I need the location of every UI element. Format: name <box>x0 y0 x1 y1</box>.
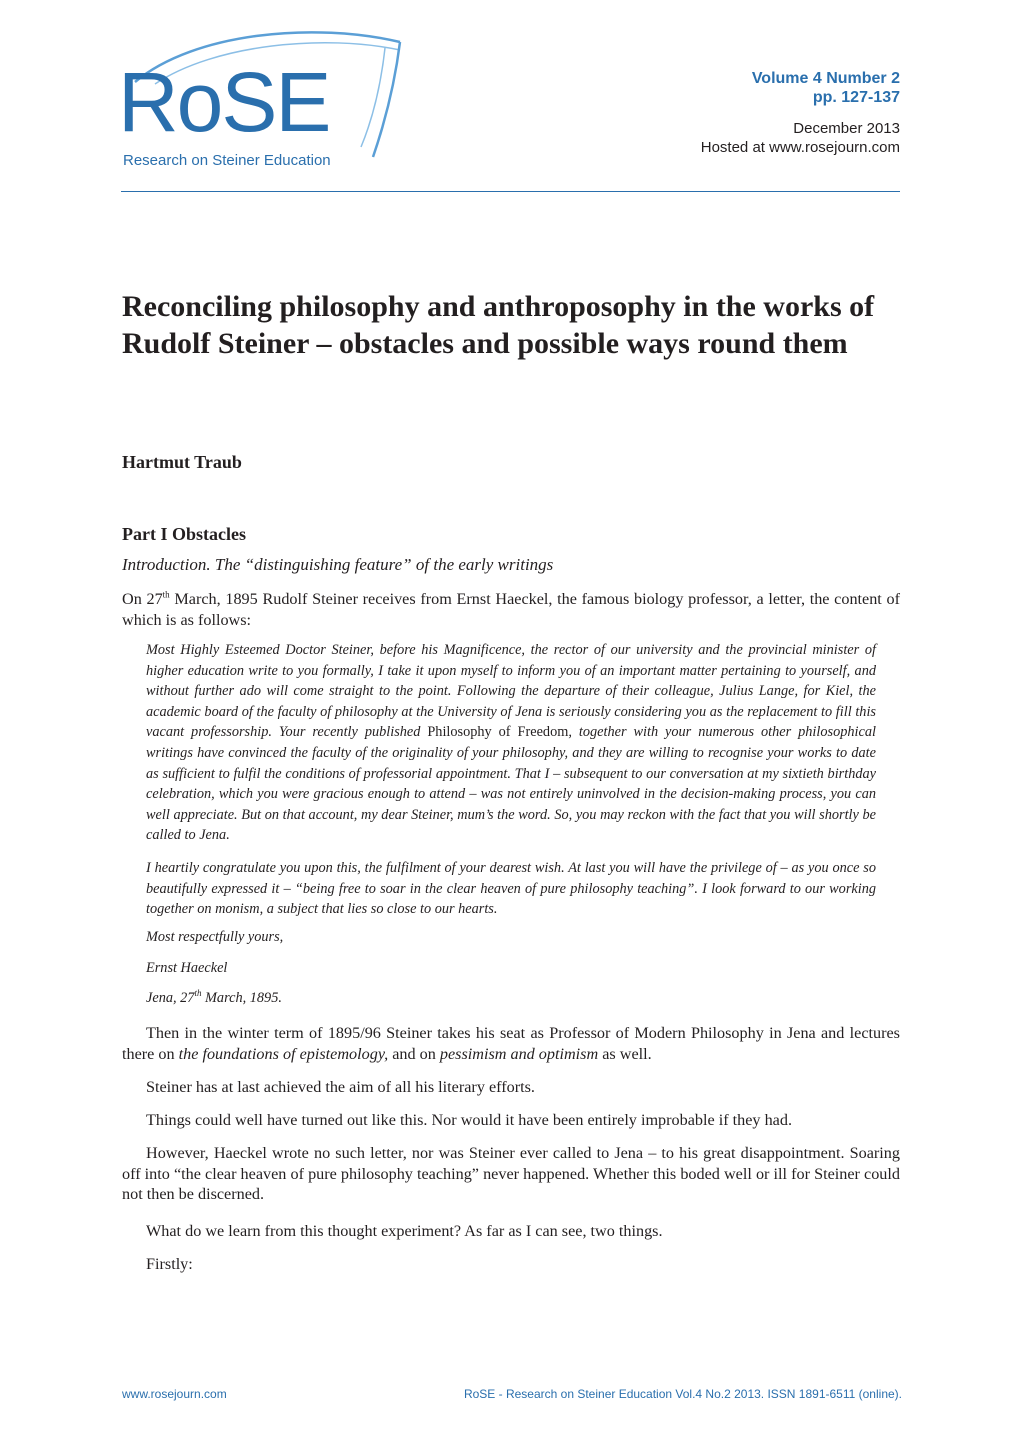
author-name: Hartmut Traub <box>122 452 242 472</box>
paragraph-6: What do we learn from this thought experiment? As far as I can see, two things. <box>146 1222 663 1240</box>
subsection-heading: Introduction. The “distinguishing feature” of the early writings <box>122 555 554 574</box>
letter-closing: Most respectfully yours, <box>146 929 284 945</box>
hosted-at: Hosted at www.rosejourn.com <box>700 139 900 156</box>
footer-website-link[interactable]: www.rosejourn.com <box>122 1387 227 1401</box>
quote-letter-part2: I heartily congratulate you upon this, the fulfilment of your dearest wish. At last you will have the privilege of – as you once so beautifully expressed it – “being free to soar in the clear heaven of pure philosophy teaching”. I look forward to our working together on monism, a subject that lies so close to our hearts. <box>146 860 876 918</box>
footer-citation: RoSE - Research on Steiner Education Vol.4 No.2 2013. ISSN 1891-6511 (online). <box>463 1387 902 1401</box>
paragraph-5: However, Haeckel wrote no such letter, nor was Steiner ever called to Jena – to his great disappointment. Soaring off into “the clear heaven of pure philosophy teaching” never happened. Whether this boded well or ill for Steiner could not then be discerned. <box>122 1144 900 1203</box>
paragraph-4: Things could well have turned out like this. Nor would it have been entirely improbable if they had. <box>146 1111 792 1129</box>
letter-place-date: Jena, 27th March, 1895. <box>146 988 282 1006</box>
quote-letter-part1: Most Highly Esteemed Doctor Steiner, before his Magnificence, the rector of our university and the provincial minister of higher education write to you formally, I take it upon myself to inform you of an important matter pertaining to yourself, and without further ado will come straight to the point. Following the departure of their colleague, Julius Lange, for Kiel, the academic board of the faculty of philosophy at the University of Jena is seriously considering you as the replacement to fill this vacant professorship. Your recently published Philosophy of Freedom, together with your numerous other philosophical writings have convinced the faculty of the originality of your philosophy, and they are willing to recognise your works to date as sufficient to fulfil the conditions of professorial appointment. That I – subsequent to our conversation at my sixtieth birthday celebration, which you were gracious enough to attend – was not entirely uninvolved in the decision-making process, you can well appreciate. But on that account, my dear Steiner, mum’s the word. So, you may reckon with the fact that you will shortly be called to Jena. <box>146 642 876 844</box>
paragraph-3: Steiner has at last achieved the aim of all his literary efforts. <box>146 1078 535 1096</box>
paragraph-2: Then in the winter term of 1895/96 Steiner takes his seat as Professor of Modern Philosophy in Jena and lectures there on the foundations of epistemology, and on pessimism and optimism as well. <box>122 1024 900 1063</box>
volume-number: Volume 4 Number 2 <box>751 70 900 87</box>
page-range: pp. 127-137 <box>812 89 900 106</box>
section-heading: Part I Obstacles <box>122 524 246 544</box>
logo-subtitle: Research on Steiner Education <box>123 152 331 169</box>
rose-logo-text: RoSE <box>118 55 330 149</box>
issue-date: December 2013 <box>793 120 900 137</box>
article-title: Reconciling philosophy and anthroposophy in the works of Rudolf Steiner – obstacles and possible ways round them <box>122 290 875 360</box>
header-divider <box>121 191 900 192</box>
paragraph-7: Firstly: <box>146 1255 193 1273</box>
letter-signature: Ernst Haeckel <box>146 960 228 976</box>
paragraph-1: On 27th March, 1895 Rudolf Steiner receives from Ernst Haeckel, the famous biology professor, a letter, the content of which is as follows: <box>122 589 900 629</box>
